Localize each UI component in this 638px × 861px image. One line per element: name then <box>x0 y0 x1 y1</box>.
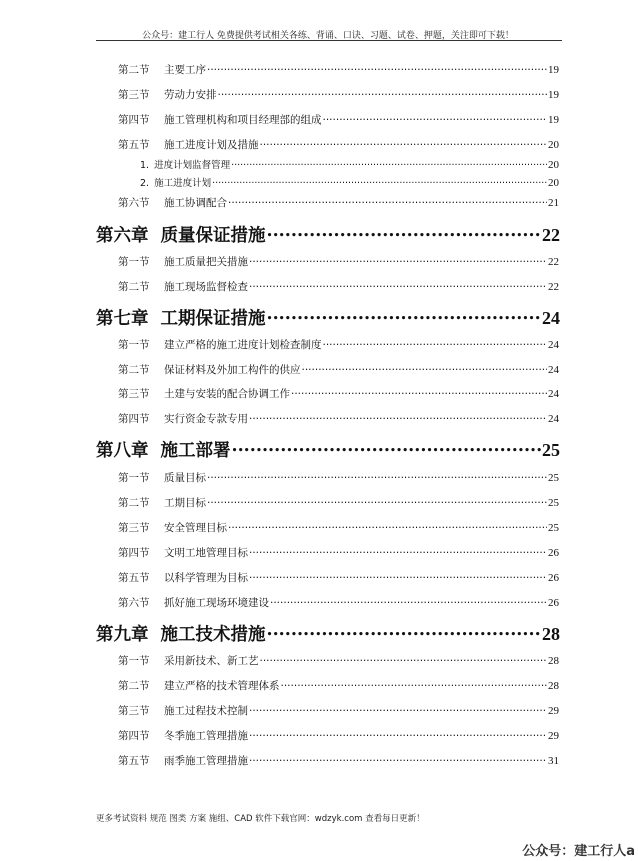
toc-leader <box>249 280 547 291</box>
toc-leader <box>249 754 547 765</box>
toc-entry[interactable] <box>118 386 559 401</box>
toc-page: 26 <box>548 547 559 559</box>
toc-title: 抓好施工现场环境建设 <box>164 597 269 609</box>
toc-title: 雨季施工管理措施 <box>164 755 248 767</box>
toc-leader <box>207 471 547 482</box>
chapter-page: 24 <box>542 308 560 328</box>
toc-leader <box>323 338 548 349</box>
toc-title: 施工现场监督检查 <box>164 281 248 293</box>
toc-entry[interactable] <box>118 595 559 610</box>
toc-leader <box>212 177 547 187</box>
toc-page: 21 <box>548 197 559 209</box>
toc-page: 24 <box>548 364 559 376</box>
toc-page: 20 <box>548 159 559 171</box>
toc-number: 2. <box>140 178 150 189</box>
toc-title: 实行资金专款专用 <box>164 413 248 425</box>
toc-title: 文明工地管理目标 <box>164 547 248 559</box>
toc-leader <box>267 623 542 641</box>
toc-entry[interactable] <box>118 254 559 269</box>
chapter-number: 第九章 <box>96 625 149 645</box>
toc-title: 施工过程技术控制 <box>164 705 248 717</box>
toc-entry[interactable] <box>118 728 559 743</box>
toc-title: 建立严格的施工进度计划检查制度 <box>164 339 322 351</box>
page-header-notice: 公众号：建工行人 免费提供考试相关各练、背诵、口诀、习题、试卷、押题，关注即可下载！ <box>142 31 514 41</box>
toc-number: 第一节 <box>118 655 150 667</box>
toc-leader <box>249 704 547 715</box>
toc-number: 第五节 <box>118 755 150 767</box>
toc-leader <box>270 596 547 607</box>
toc-page: 26 <box>548 572 559 584</box>
toc-leader <box>260 138 548 149</box>
toc-entry[interactable] <box>118 570 559 585</box>
toc-title: 施工管理机构和项目经理部的组成 <box>164 114 322 126</box>
toc-title: 进度计划监督管理 <box>154 160 231 171</box>
toc-number: 第一节 <box>118 472 150 484</box>
toc-subentry[interactable] <box>140 157 559 171</box>
toc-title: 主要工序 <box>164 64 206 76</box>
toc-leader <box>249 571 547 582</box>
toc-entry[interactable] <box>118 112 559 127</box>
toc-leader <box>267 224 542 242</box>
toc-chapter[interactable] <box>96 305 560 330</box>
toc-leader <box>207 63 547 74</box>
header-divider <box>96 40 562 41</box>
toc-page: 29 <box>548 730 559 742</box>
toc-page: 20 <box>548 177 559 189</box>
toc-title: 施工进度计划及措施 <box>164 139 259 151</box>
toc-entry[interactable] <box>118 653 559 668</box>
chapter-title: 施工技术措施 <box>160 625 266 645</box>
toc-entry[interactable] <box>118 279 559 294</box>
toc-entry[interactable] <box>118 678 559 693</box>
toc-leader <box>281 679 548 690</box>
toc-entry[interactable] <box>118 195 559 210</box>
toc-title: 施工进度计划 <box>154 178 212 189</box>
toc-entry[interactable] <box>118 495 559 510</box>
toc-entry[interactable] <box>118 703 559 718</box>
chapter-title: 工期保证措施 <box>160 309 266 329</box>
toc-title: 施工协调配合 <box>164 197 227 209</box>
toc-entry[interactable] <box>118 137 559 152</box>
toc-page: 25 <box>548 472 559 484</box>
toc-number: 第四节 <box>118 547 150 559</box>
watermark-text: 公众号：建工行人a <box>522 844 635 859</box>
toc-number: 第一节 <box>118 339 150 351</box>
toc-page: 20 <box>548 139 559 151</box>
chapter-page: 22 <box>542 225 560 245</box>
toc-page: 25 <box>548 497 559 509</box>
toc-page: 28 <box>548 655 559 667</box>
toc-page: 22 <box>548 256 559 268</box>
toc-title: 劳动力安排 <box>164 89 217 101</box>
chapter-page: 25 <box>542 440 560 460</box>
toc-leader <box>267 307 542 325</box>
toc-page: 29 <box>548 705 559 717</box>
toc-leader <box>249 729 547 740</box>
toc-entry[interactable] <box>118 87 559 102</box>
toc-number: 第四节 <box>118 413 150 425</box>
toc-page: 22 <box>548 281 559 293</box>
toc-number: 第三节 <box>118 705 150 717</box>
toc-page: 24 <box>548 388 559 400</box>
toc-page: 19 <box>548 89 559 101</box>
chapter-number: 第八章 <box>96 441 149 461</box>
toc-number: 第四节 <box>118 114 150 126</box>
chapter-page: 28 <box>542 624 560 644</box>
chapter-title: 质量保证措施 <box>160 226 266 246</box>
toc-title: 保证材料及外加工构件的供应 <box>164 364 301 376</box>
toc-page: 26 <box>548 597 559 609</box>
toc-leader <box>260 654 548 665</box>
toc-number: 第五节 <box>118 572 150 584</box>
toc-title: 冬季施工管理措施 <box>164 730 248 742</box>
chapter-number: 第六章 <box>96 226 149 246</box>
toc-number: 第五节 <box>118 139 150 151</box>
toc-page: 25 <box>548 522 559 534</box>
toc-chapter[interactable] <box>96 437 560 462</box>
toc-leader <box>291 387 547 398</box>
toc-leader <box>323 113 548 124</box>
toc-title: 土建与安装的配合协调工作 <box>164 388 290 400</box>
page-footer-notice: 更多考试资料 规范 图类 方案 施组、CAD 软件下载官网：wdzyk.com 查看每日更新！ <box>96 814 425 824</box>
toc-leader <box>231 159 547 169</box>
toc-title: 建立严格的技术管理体系 <box>164 680 280 692</box>
chapter-number: 第七章 <box>96 309 149 329</box>
toc-leader <box>232 439 542 457</box>
toc-title: 以科学管理为目标 <box>164 572 248 584</box>
toc-entry[interactable] <box>118 411 559 426</box>
toc-title: 工期目标 <box>164 497 206 509</box>
chapter-title: 施工部署 <box>160 441 231 461</box>
toc-number: 第二节 <box>118 364 150 376</box>
toc-leader <box>228 521 547 532</box>
toc-page: 24 <box>548 413 559 425</box>
toc-number: 第三节 <box>118 522 150 534</box>
toc-number: 1. <box>140 160 150 171</box>
toc-leader <box>228 196 547 207</box>
toc-title: 质量目标 <box>164 472 206 484</box>
toc-number: 第二节 <box>118 680 150 692</box>
toc-page: 31 <box>548 755 559 767</box>
toc-entry[interactable] <box>118 362 559 377</box>
toc-title: 安全管理目标 <box>164 522 227 534</box>
toc-entry[interactable] <box>118 337 559 352</box>
toc-number: 第四节 <box>118 730 150 742</box>
toc-page: 24 <box>548 339 559 351</box>
toc-page: 19 <box>548 114 559 126</box>
toc-number: 第一节 <box>118 256 150 268</box>
toc-entry[interactable] <box>118 62 559 77</box>
toc-leader <box>302 363 548 374</box>
toc-number: 第二节 <box>118 281 150 293</box>
toc-entry[interactable] <box>118 520 559 535</box>
toc-page: 19 <box>548 64 559 76</box>
toc-entry[interactable] <box>118 470 559 485</box>
toc-leader <box>207 496 547 507</box>
toc-title: 采用新技术、新工艺 <box>164 655 259 667</box>
toc-entry[interactable] <box>118 545 559 560</box>
toc-leader <box>249 255 547 266</box>
toc-entry[interactable] <box>118 753 559 768</box>
toc-page: 28 <box>548 680 559 692</box>
toc-leader <box>249 546 547 557</box>
toc-number: 第三节 <box>118 89 150 101</box>
toc-number: 第二节 <box>118 64 150 76</box>
toc-number: 第二节 <box>118 497 150 509</box>
toc-number: 第六节 <box>118 597 150 609</box>
toc-number: 第六节 <box>118 197 150 209</box>
toc-title: 施工质量把关措施 <box>164 256 248 268</box>
toc-chapter[interactable] <box>96 222 560 247</box>
toc-subentry[interactable] <box>140 175 559 189</box>
toc-leader <box>249 412 547 423</box>
toc-chapter[interactable] <box>96 621 560 646</box>
toc-leader <box>218 88 548 99</box>
toc-number: 第三节 <box>118 388 150 400</box>
